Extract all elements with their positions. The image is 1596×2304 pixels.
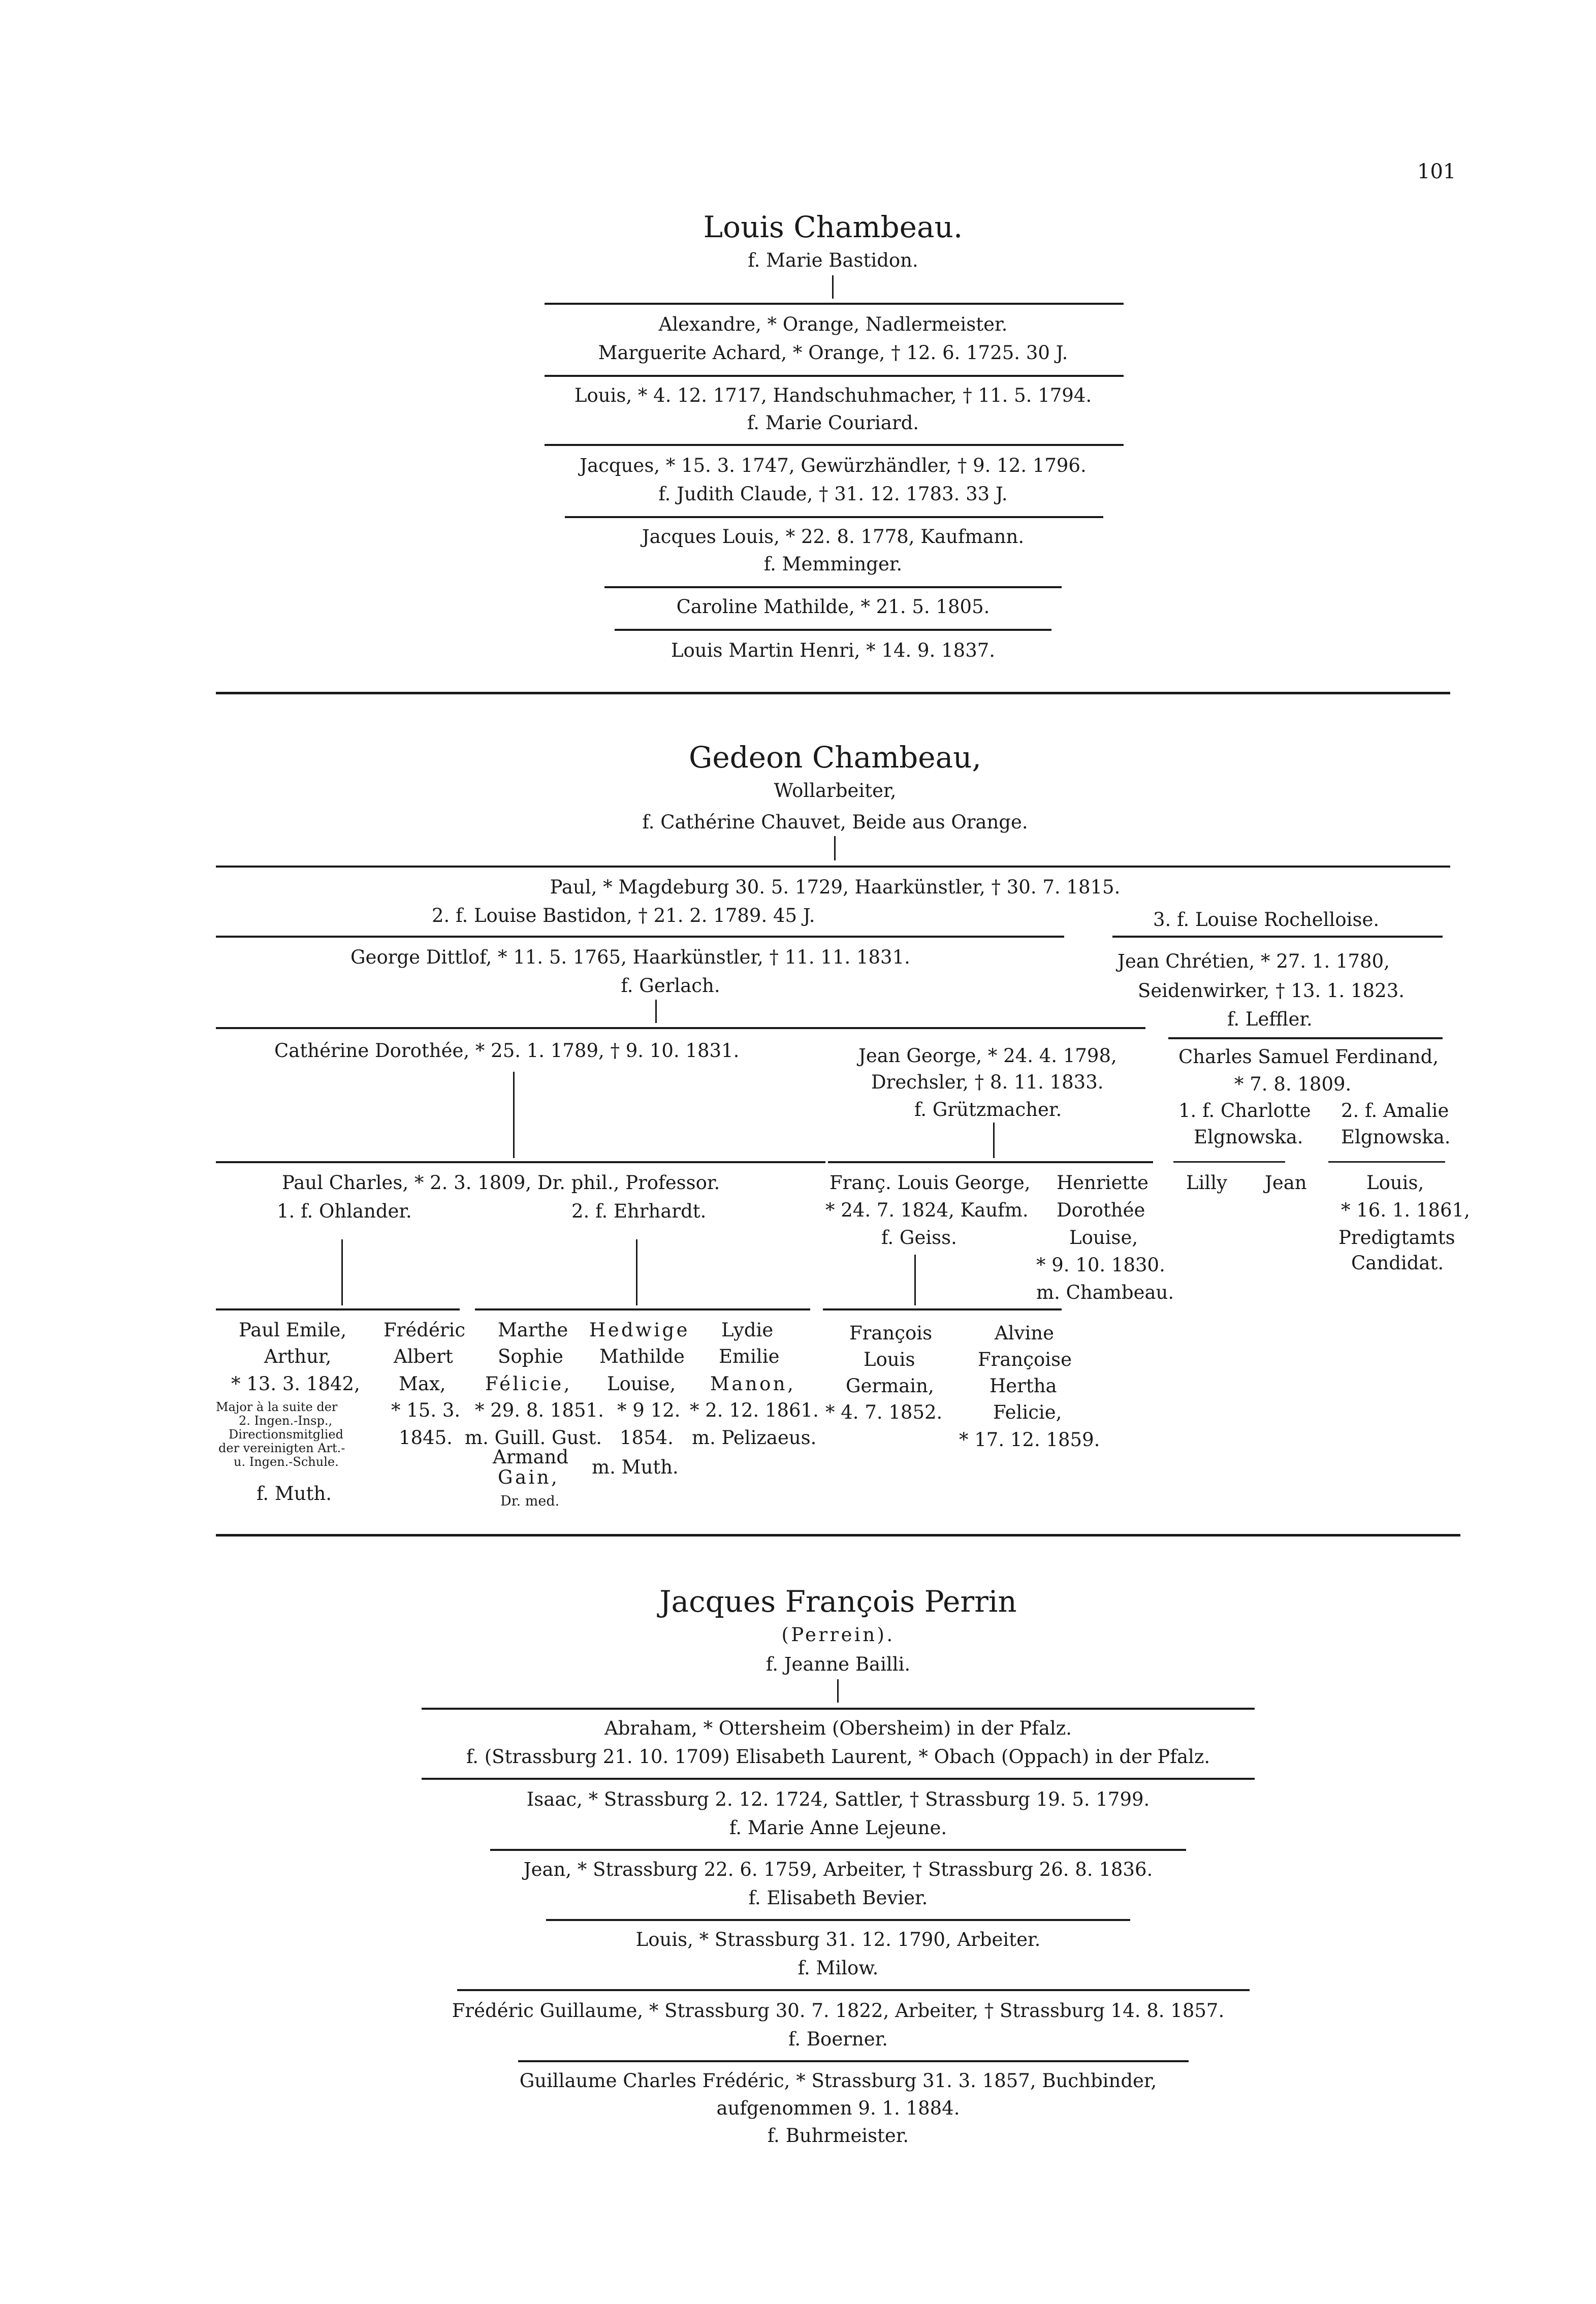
connector-line xyxy=(341,1239,343,1305)
entry-line: Gain, xyxy=(498,1466,560,1488)
page-number: 101 xyxy=(1417,160,1456,183)
entry-line: Jacques, * 15. 3. 1747, Gewürzhändler, † 9. 12. 1796. xyxy=(580,455,1087,476)
entry-line: f. Buhrmeister. xyxy=(767,2125,909,2147)
entry-line: * 9 12. xyxy=(617,1399,681,1421)
connector-line xyxy=(513,1072,515,1158)
entry-line: Franç. Louis George, xyxy=(829,1172,1031,1194)
entry-line: Emilie xyxy=(719,1346,780,1367)
entry-line: 2. Ingen.-Insp., xyxy=(239,1414,333,1428)
entry-line: Louis, * 4. 12. 1717, Handschuhmacher, † 11. 5. 1794. xyxy=(574,385,1092,406)
generation-rule xyxy=(475,1308,810,1310)
entry-line: 2. f. Ehrhardt. xyxy=(571,1200,707,1222)
generation-rule xyxy=(216,936,1064,938)
entry-line: Louise, xyxy=(1069,1227,1138,1249)
entry-line: Abraham, * Ottersheim (Obersheim) in der Pfalz. xyxy=(604,1717,1072,1739)
entry-line: * 9. 10. 1830. xyxy=(1036,1254,1165,1276)
entry-line: Lilly xyxy=(1186,1172,1227,1194)
connector-line xyxy=(993,1123,995,1158)
entry-line: Charles Samuel Ferdinand, xyxy=(1178,1046,1439,1068)
entry-line: f. Memminger. xyxy=(763,553,903,575)
generation-rule xyxy=(828,1161,1153,1163)
entry-line: Henriette xyxy=(1057,1172,1149,1194)
entry-line: Directionsmitglied xyxy=(229,1427,343,1442)
entry-line: * 17. 12. 1859. xyxy=(959,1429,1100,1451)
entry-line: u. Ingen.-Schule. xyxy=(234,1455,339,1469)
generation-rule xyxy=(490,1849,1186,1851)
entry-line: Albert xyxy=(394,1346,453,1367)
entry-line: Dorothée xyxy=(1057,1199,1145,1221)
generation-rule xyxy=(615,629,1051,631)
spouse-line: f. Marie Bastidon. xyxy=(748,249,918,271)
spouse-line: f. Cathérine Chauvet, Beide aus Orange. xyxy=(642,811,1028,833)
entry-line: 1845. xyxy=(399,1427,453,1449)
entry-line: Elgnowska. xyxy=(1194,1126,1303,1148)
entry-line: * 16. 1. 1861, xyxy=(1341,1199,1470,1221)
entry-line: Hertha xyxy=(989,1375,1057,1397)
entry-line: Germain, xyxy=(846,1375,934,1397)
entry-line: Frédéric xyxy=(384,1319,466,1341)
entry-line: Jean George, * 24. 4. 1798, xyxy=(858,1045,1117,1067)
entry-line: * 13. 3. 1842, xyxy=(231,1373,360,1395)
generation-rule xyxy=(604,586,1062,588)
entry-line: Alvine xyxy=(995,1322,1055,1344)
spouse-line: f. Jeanne Bailli. xyxy=(765,1653,911,1675)
entry-line: f. Boerner. xyxy=(788,2028,888,2050)
entry-line: Elgnowska. xyxy=(1341,1126,1451,1148)
entry-line: 2. f. Louise Bastidon, † 21. 2. 1789. 45 J. xyxy=(432,905,815,926)
generation-rule xyxy=(216,866,1450,868)
entry-line: François xyxy=(849,1322,933,1344)
entry-line: Predigtamts xyxy=(1338,1227,1455,1249)
generation-rule xyxy=(545,375,1124,377)
entry-line: Paul Emile, xyxy=(239,1319,347,1341)
entry-line: Major à la suite der xyxy=(216,1400,338,1414)
entry-line: * 4. 7. 1852. xyxy=(825,1401,943,1423)
entry-line: m. Pelizaeus. xyxy=(692,1427,817,1449)
entry-line: 2. f. Amalie xyxy=(1341,1100,1449,1122)
generation-rule xyxy=(1112,936,1443,938)
generation-rule xyxy=(545,444,1124,446)
entry-line: f. Elisabeth Bevier. xyxy=(748,1887,928,1909)
entry-line: Louis xyxy=(864,1349,915,1370)
entry-line: Manon, xyxy=(710,1373,796,1395)
entry-line: f. Gerlach. xyxy=(621,975,720,997)
entry-line: * 2. 12. 1861. xyxy=(690,1399,819,1421)
section-title: Gedeon Chambeau, xyxy=(689,740,981,775)
entry-line: Mathilde xyxy=(599,1346,685,1367)
entry-line: f. (Strassburg 21. 10. 1709) Elisabeth Laurent, * Obach (Oppach) in der Pfalz. xyxy=(466,1746,1210,1768)
generation-rule xyxy=(546,1919,1130,1921)
generation-rule xyxy=(1168,1037,1443,1039)
entry-line: Seidenwirker, † 13. 1. 1823. xyxy=(1138,980,1405,1002)
entry-line: 1. f. Ohlander. xyxy=(277,1200,412,1222)
entry-line: Jean, * Strassburg 22. 6. 1759, Arbeiter, † Strassburg 26. 8. 1836. xyxy=(523,1859,1153,1880)
connector-line xyxy=(837,1679,839,1703)
entry-line: f. Marie Anne Lejeune. xyxy=(729,1817,947,1839)
section-title: Jacques François Perrin xyxy=(659,1584,1017,1619)
entry-line: Louis, * Strassburg 31. 12. 1790, Arbeiter. xyxy=(635,1929,1041,1950)
entry-line: 3. f. Louise Rochelloise. xyxy=(1153,909,1380,931)
entry-line: Françoise xyxy=(978,1349,1072,1370)
entry-line: 1. f. Charlotte xyxy=(1178,1100,1311,1122)
entry-line: Félicie, xyxy=(485,1373,572,1395)
entry-line: * 24. 7. 1824, Kaufm. xyxy=(825,1199,1029,1221)
entry-line: Frédéric Guillaume, * Strassburg 30. 7. 1822, Arbeiter, † Strassburg 14. 8. 1857. xyxy=(452,2000,1225,2022)
generation-rule xyxy=(1328,1161,1445,1163)
entry-line: Arthur, xyxy=(264,1346,332,1367)
entry-line: Louis Martin Henri, * 14. 9. 1837. xyxy=(671,639,996,661)
entry-line: Max, xyxy=(399,1373,446,1395)
entry-line: Marguerite Achard, * Orange, † 12. 6. 1725. 30 J. xyxy=(598,342,1068,364)
entry-line: Jacques Louis, * 22. 8. 1778, Kaufmann. xyxy=(642,526,1025,548)
entry-line: Dr. med. xyxy=(500,1493,560,1509)
entry-line: Paul, * Magdeburg 30. 5. 1729, Haarkünstler, † 30. 7. 1815. xyxy=(550,876,1121,898)
entry-line: m. Guill. Gust. xyxy=(465,1427,602,1449)
connector-line xyxy=(834,836,836,860)
generation-rule xyxy=(823,1308,1062,1310)
entry-line: Louise, xyxy=(607,1373,676,1395)
entry-line: Candidat. xyxy=(1351,1252,1444,1274)
generation-rule xyxy=(1173,1161,1285,1163)
entry-line: m. Muth. xyxy=(592,1456,679,1478)
alias-line: (Perrein). xyxy=(781,1624,895,1646)
entry-line: Marthe xyxy=(498,1319,568,1341)
entry-line: f. Geiss. xyxy=(881,1227,957,1249)
entry-line: f. Grützmacher. xyxy=(914,1099,1062,1121)
entry-line: f. Judith Claude, † 31. 12. 1783. 33 J. xyxy=(658,483,1008,505)
entry-line: * 29. 8. 1851. xyxy=(475,1399,604,1421)
generation-rule xyxy=(216,1161,825,1163)
entry-line: George Dittlof, * 11. 5. 1765, Haarkünstler, † 11. 11. 1831. xyxy=(350,946,910,968)
entry-line: f. Milow. xyxy=(797,1957,879,1979)
entry-line: Louis, xyxy=(1366,1172,1424,1194)
section-divider xyxy=(216,692,1450,694)
entry-line: Cathérine Dorothée, * 25. 1. 1789, † 9. 10. 1831. xyxy=(274,1040,740,1062)
entry-line: * 7. 8. 1809. xyxy=(1234,1073,1352,1095)
entry-line: Armand xyxy=(493,1446,569,1468)
connector-line xyxy=(655,1000,657,1023)
entry-line: f. Muth. xyxy=(257,1483,332,1505)
generation-rule xyxy=(422,1778,1255,1780)
entry-line: aufgenommen 9. 1. 1884. xyxy=(716,2097,960,2119)
entry-line: Alexandre, * Orange, Nadlermeister. xyxy=(658,313,1008,335)
generation-rule xyxy=(565,516,1103,518)
entry-line: Isaac, * Strassburg 2. 12. 1724, Sattler, † Strassburg 19. 5. 1799. xyxy=(526,1788,1150,1810)
entry-line: 1854. xyxy=(620,1427,674,1449)
entry-line: * 15. 3. xyxy=(391,1399,461,1421)
entry-line: Paul Charles, * 2. 3. 1809, Dr. phil., Professor. xyxy=(282,1172,720,1194)
generation-rule xyxy=(216,1308,460,1310)
entry-line: Lydie xyxy=(721,1319,774,1341)
section-title: Louis Chambeau. xyxy=(703,210,963,244)
connector-line xyxy=(832,275,834,299)
entry-line: Guillaume Charles Frédéric, * Strassburg 31. 3. 1857, Buchbinder, xyxy=(519,2070,1157,2092)
entry-line: Felicie, xyxy=(993,1401,1062,1423)
generation-rule xyxy=(216,1027,1145,1029)
entry-line: Jean Chrétien, * 27. 1. 1780, xyxy=(1118,950,1390,972)
entry-line: Caroline Mathilde, * 21. 5. 1805. xyxy=(676,596,990,618)
entry-line: f. Leffler. xyxy=(1227,1008,1313,1030)
entry-line: Hedwige xyxy=(589,1319,690,1341)
occupation-line: Wollarbeiter, xyxy=(774,780,897,802)
section-divider xyxy=(216,1534,1460,1537)
connector-line xyxy=(636,1239,637,1305)
entry-line: Drechsler, † 8. 11. 1833. xyxy=(871,1071,1104,1093)
generation-rule xyxy=(518,2060,1189,2062)
entry-line: m. Chambeau. xyxy=(1036,1282,1174,1303)
entry-line: der vereinigten Art.- xyxy=(218,1441,345,1455)
entry-line: Jean xyxy=(1265,1172,1307,1194)
connector-line xyxy=(914,1255,916,1305)
generation-rule xyxy=(422,1708,1255,1710)
entry-line: f. Marie Couriard. xyxy=(747,412,919,434)
generation-rule xyxy=(545,303,1124,305)
generation-rule xyxy=(457,1989,1250,1991)
entry-line: Sophie xyxy=(498,1346,563,1367)
